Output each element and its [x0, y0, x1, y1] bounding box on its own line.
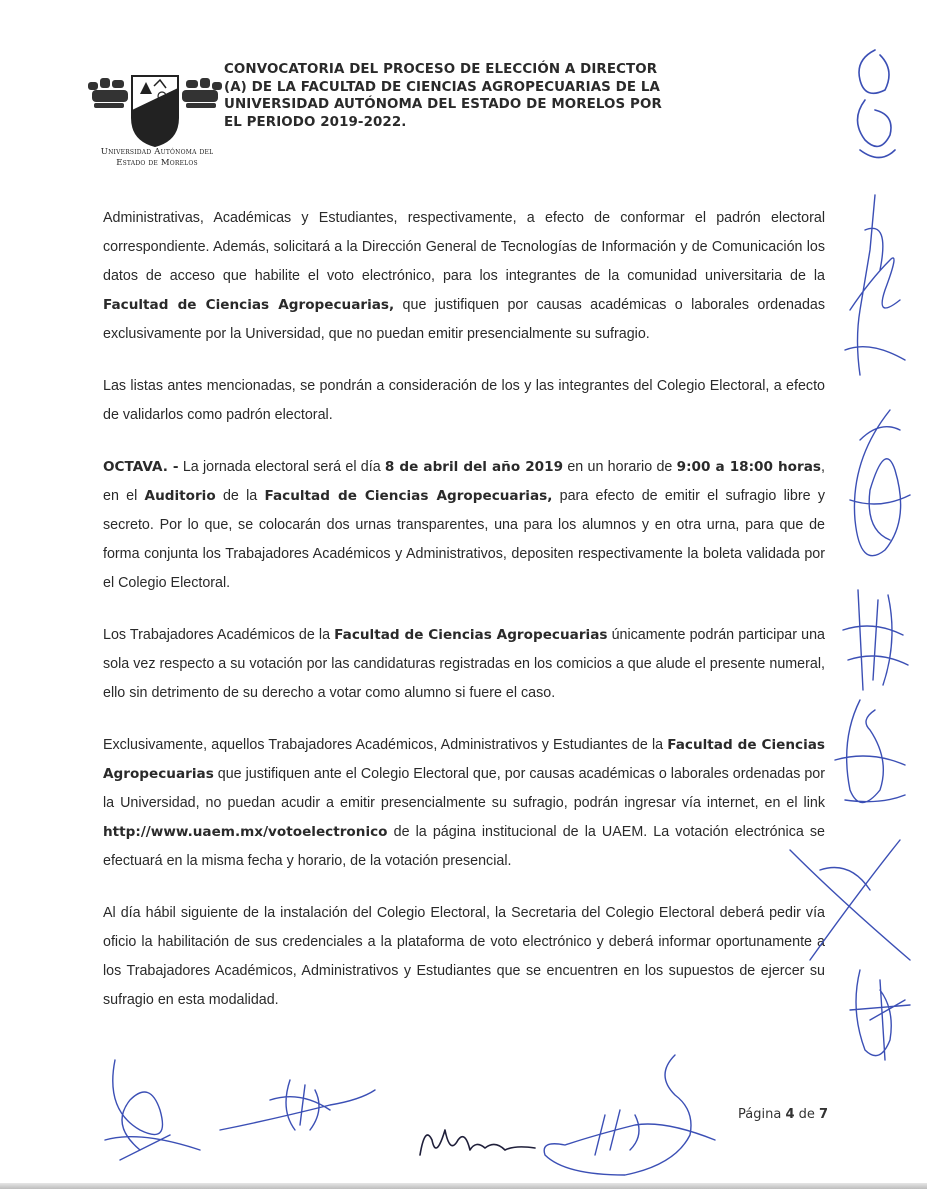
paragraph-voto-electronico: Exclusivamente, aquellos Trabajadores Académicos, Administrativos y Estudiantes de la Facultad de Ciencias Agropecuarias que justifiquen ante el Colegio Electoral que, por causas académicas o laborales ordenadas por la Universidad, no puedan acudir a emitir presencialmente su sufragio, podrán ingresar vía internet, en el link http://www.uaem.mx/votoelectronico de la página institucional de la UAEM. La votación electrónica se efectuará en la misma fecha y horario, de la votación presencial. — [103, 737, 825, 869]
margin-signature-3 — [830, 400, 920, 590]
title-line: (A) DE LA FACULTAD DE CIENCIAS AGROPECUARIAS DE LA — [224, 79, 660, 95]
paragraph-listas: Las listas antes mencionadas, se pondrán a consideración de los y las integrantes del Colegio Electoral, a efecto de validarlos como padrón electoral. — [103, 378, 825, 423]
voto-electronico-link[interactable]: http://www.uaem.mx/votoelectronico — [103, 824, 388, 840]
bottom-signature-2 — [210, 1070, 380, 1150]
institution-name — [82, 147, 232, 169]
bottom-signature-4 — [525, 1045, 735, 1185]
page-bottom-edge — [0, 1183, 927, 1189]
paragraph-trabajadores: Los Trabajadores Académicos de la Facultad de Ciencias Agropecuarias únicamente podrán participar una sola vez respecto a su votación por las candidaturas registradas en los comicios a que alude el presente numeral, ello sin detrimento de su derecho a votar como alumno si fuere el caso. — [103, 627, 825, 701]
margin-signature-2 — [830, 190, 920, 390]
margin-signature-5 — [820, 690, 915, 820]
paragraph-habilitacion: Al día hábil siguiente de la instalación del Colegio Electoral, la Secretaria del Colegio Electoral deberá pedir vía oficio la habilitación de sus credenciales a la plataforma de voto electrónico y deberá informar oportunamente a los Trabajadores Académicos, Administrativos y Estudiantes que se encuentren en los supuestos de ejercer su sufragio en esta modalidad. — [103, 905, 825, 1008]
paragraph-octava: OCTAVA. - La jornada electoral será el día 8 de abril del año 2019 en un horario de 9:00 a 18:00 horas, en el Auditorio de la Facultad de Ciencias Agropecuarias, para efecto de emitir el sufragio libre y secreto. Por lo que, se colocarán dos urnas transparentes, una para los alumnos y en otra urna, para que de forma conjunta los Trabajadores Académicos y Administrativos, depositen respectivamente la boleta validada por el Colegio Electoral. — [103, 459, 825, 591]
page-number: Página 4 de 7 — [738, 1107, 829, 1122]
margin-signature-6 — [780, 830, 920, 970]
paragraph-padron: Administrativas, Académicas y Estudiantes, respectivamente, a efecto de conformar el padrón electoral correspondiente. Además, solicitará a la Dirección General de Tecnologías de Información y de Comunicación los datos de acceso que habilite el voto electrónico, para los integrantes de la comunidad universitaria de la Facultad de Ciencias Agropecuarias, que justifiquen por causas académicas o laborales ordenadas exclusivamente por la Universidad, que no puedan emitir presencialmente su sufragio. — [103, 210, 825, 342]
title-line: UNIVERSIDAD AUTÓNOMA DEL ESTADO DE MORELOS POR — [224, 97, 662, 112]
margin-signature-7 — [840, 960, 920, 1070]
title-line: EL PERIODO 2019-2022. — [224, 114, 407, 130]
document-title — [224, 61, 694, 131]
bottom-signature-1 — [100, 1050, 210, 1170]
institution-name-line1: Universidad Autónoma del — [100, 147, 214, 157]
document-body — [103, 204, 825, 1038]
bottom-signature-3 — [410, 1110, 540, 1170]
title-line: CONVOCATORIA DEL PROCESO DE ELECCIÓN A DIRECTOR — [224, 62, 658, 77]
margin-signature-4 — [828, 580, 918, 700]
margin-signature-1 — [835, 40, 920, 170]
institution-name-line2: Estado de Morelos — [116, 158, 198, 168]
